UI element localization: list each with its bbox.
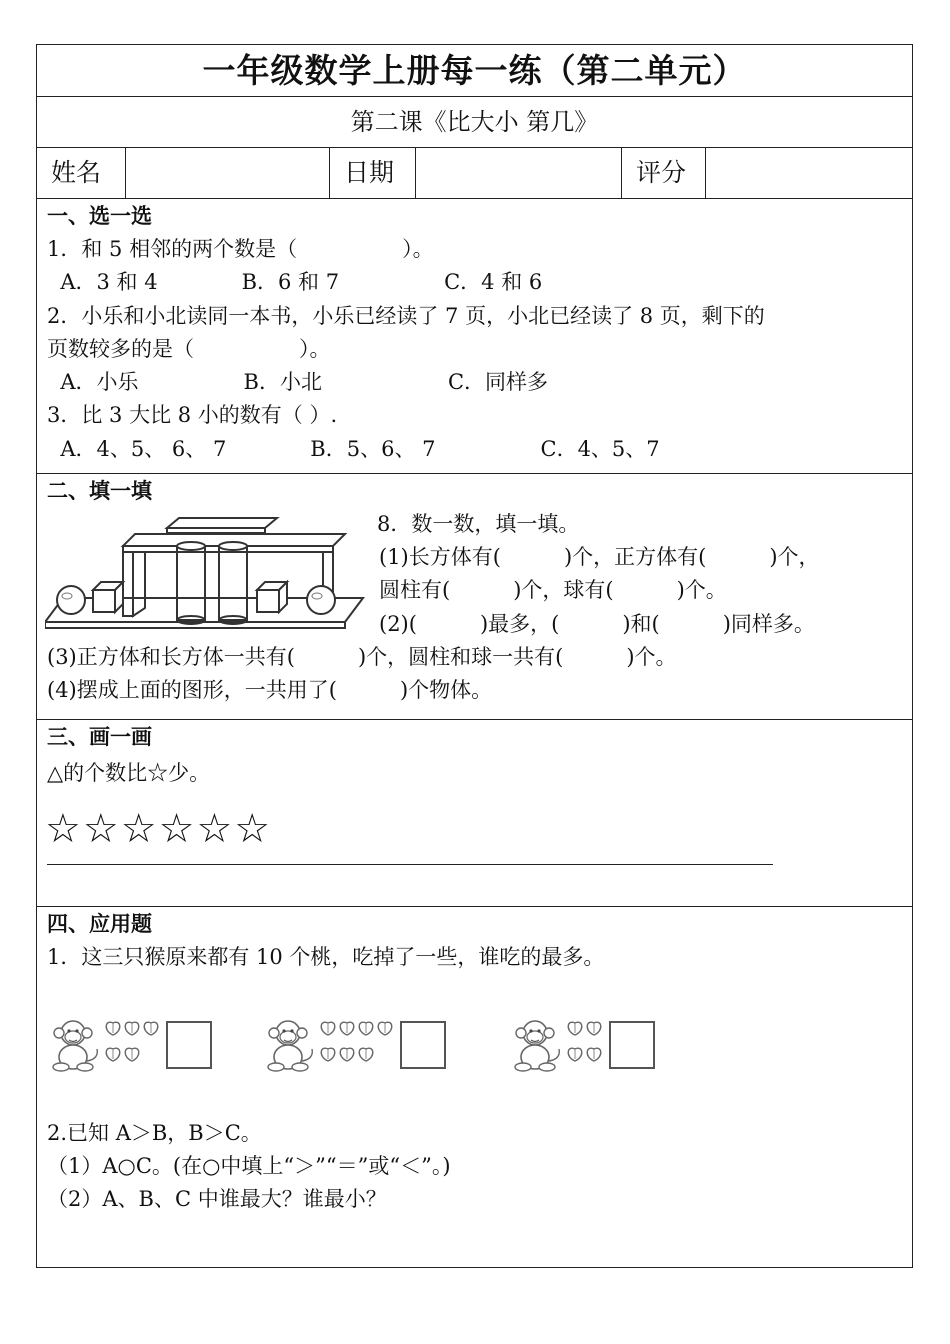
- section-heading: 二、填一填: [47, 479, 152, 503]
- question-8: 8．数一数，填一填。: [377, 512, 580, 536]
- section-heading: 三、画一画: [47, 725, 152, 749]
- answer-box[interactable]: [400, 1021, 446, 1069]
- question-3-options: A．4、5、 6、 7 B．5、6、 7 C．4、5、7: [47, 437, 660, 461]
- section-draw: [37, 720, 912, 907]
- question-1-options: A．3 和 4 B．6 和 7 C．4 和 6: [47, 270, 543, 294]
- star-row: ☆☆☆☆☆☆: [45, 806, 273, 852]
- question-3: 3．比 3 大比 8 小的数有（ ）.: [47, 403, 338, 427]
- score-field[interactable]: [706, 148, 912, 198]
- section-heading: 一、选一选: [47, 204, 152, 228]
- date-label: 日期: [330, 148, 416, 198]
- date-field[interactable]: [416, 148, 622, 198]
- monkey-peach-illustration: [37, 907, 912, 1107]
- question-1: 1．和 5 相邻的两个数是（ ）。: [47, 237, 434, 261]
- student-info-row: [37, 148, 912, 199]
- application-q1: 1．这三只猴原来都有 10 个桃，吃掉了一些，谁吃的最多。: [47, 945, 605, 969]
- application-q2-part2: （2）A、B、C 中谁最大？谁最小？: [47, 1187, 387, 1211]
- draw-instruction: △的个数比☆少。: [47, 761, 211, 785]
- name-label: 姓名: [37, 148, 126, 198]
- name-field[interactable]: [126, 148, 330, 198]
- shapes-illustration: [45, 514, 365, 632]
- part-1b: 圆柱有( )个，球有( )个。: [379, 578, 727, 602]
- section-fill: [37, 474, 912, 720]
- answer-line[interactable]: [47, 864, 773, 865]
- lesson-title: 第二课《比大小 第几》: [37, 97, 912, 148]
- part-1a: (1)长方体有( )个，正方体有( )个，: [379, 545, 820, 569]
- monkey-with-peaches: [262, 1015, 398, 1077]
- section-application: [37, 907, 912, 1267]
- answer-box[interactable]: [166, 1021, 212, 1069]
- monkey-with-peaches: [509, 1015, 607, 1077]
- part-3: (3)正方体和长方体一共有( )个，圆柱和球一共有( )个。: [47, 645, 677, 669]
- answer-box[interactable]: [609, 1021, 655, 1069]
- question-2-options: A．小乐 B．小北 C．同样多: [47, 370, 549, 394]
- question-2-line1: 2．小乐和小北读同一本书，小乐已经读了 7 页，小北已经读了 8 页，剩下的: [47, 304, 765, 328]
- question-2-line2: 页数较多的是（ ）。: [47, 337, 331, 361]
- section-choose: [37, 199, 912, 474]
- application-q2-part1: （1）A○C。(在○中填上“＞”“＝”或“＜”。): [47, 1154, 451, 1178]
- monkey-with-peaches: [47, 1015, 164, 1077]
- worksheet-title: 一年级数学上册每一练（第二单元）: [37, 45, 912, 97]
- application-q2: 2.已知 A＞B，B＞C。: [47, 1121, 262, 1145]
- section-heading: 四、应用题: [47, 912, 152, 936]
- worksheet: [36, 44, 913, 1268]
- part-2: (2)( )最多，( )和( )同样多。: [379, 612, 815, 636]
- score-label: 评分: [622, 148, 706, 198]
- part-4: (4)摆成上面的图形，一共用了( )个物体。: [47, 678, 493, 702]
